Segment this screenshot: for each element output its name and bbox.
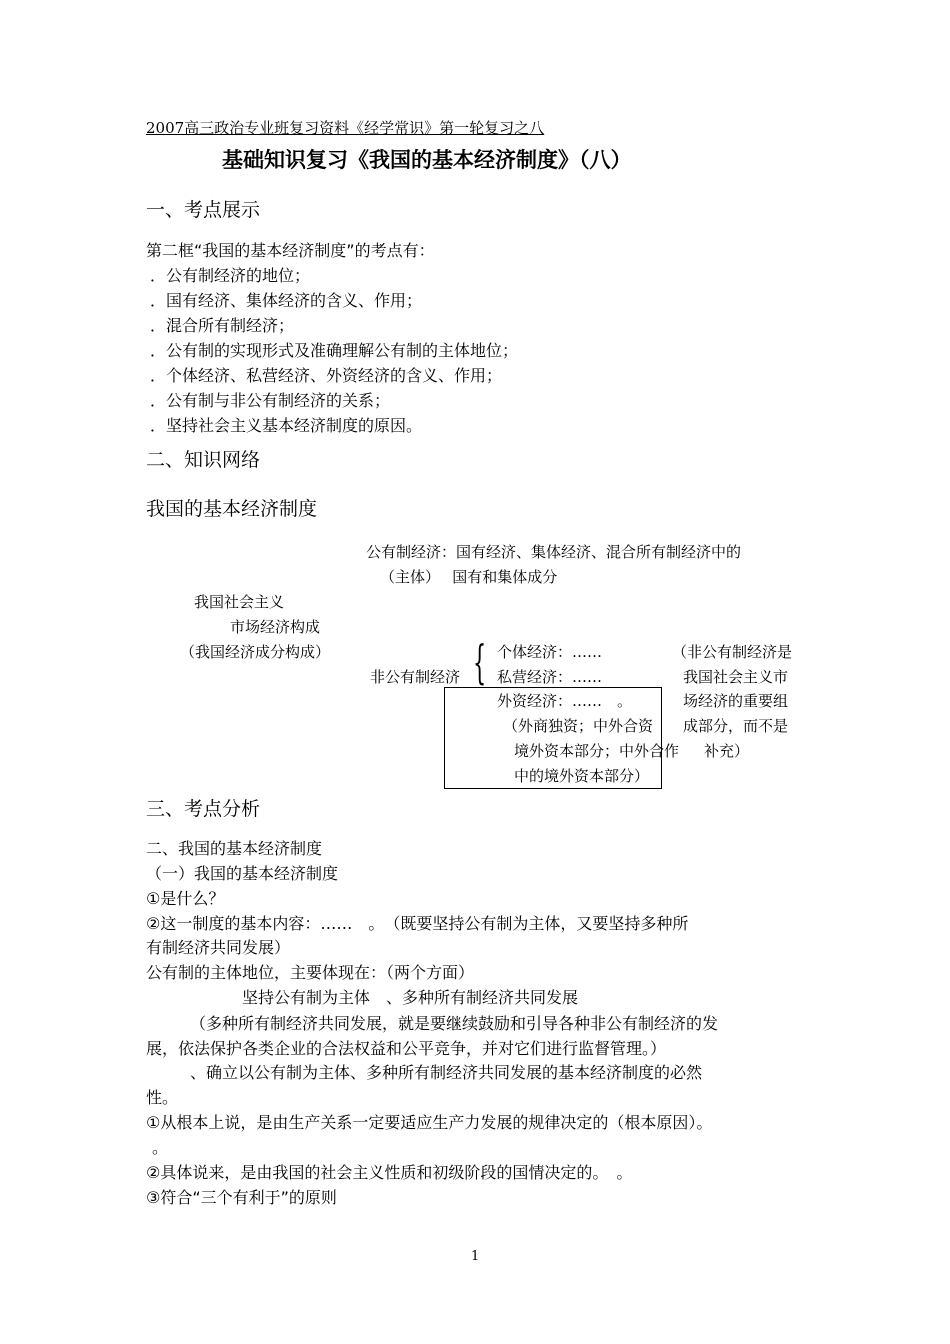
analysis-line: 坚持公有制为主体 、多种所有制经济共同发展 xyxy=(242,988,579,1007)
page-number: 1 xyxy=(471,1249,480,1264)
section2-subheading: 我国的基本经济制度 xyxy=(146,498,318,520)
foreign-capital-detail-line1: （外商独资；中外合资 xyxy=(503,717,654,735)
analysis-line: 公有制的主体地位，主要体现在：（两个方面） xyxy=(146,963,475,982)
exam-point-item: ．公有制与非公有制经济的关系； xyxy=(150,391,391,410)
analysis-line: ②这一制度的基本内容：…… 。 （既要坚持公有制为主体，又要坚持多种所 xyxy=(146,914,689,933)
section3-heading: 三、考点分析 xyxy=(146,798,261,820)
section1-intro: 第二框“我国的基本经济制度”的考点有： xyxy=(146,241,435,260)
market-economy-label-line1: 我国社会主义 xyxy=(194,593,285,611)
exam-point-item: ．公有制经济的地位； xyxy=(150,266,311,285)
curly-brace: { xyxy=(473,635,487,689)
section2-heading: 二、知识网络 xyxy=(146,449,261,471)
document-title: 基础知识复习《我国的基本经济制度》（八） xyxy=(222,148,632,172)
exam-point-item: ．国有经济、集体经济的含义、作用； xyxy=(150,291,423,310)
exam-point-item: ．坚持社会主义基本经济制度的原因。 xyxy=(150,416,423,435)
market-economy-label-line3: （我国经济成分构成） xyxy=(180,643,331,661)
market-economy-label-line2: 市场经济构成 xyxy=(230,618,321,636)
analysis-line: （多种所有制经济共同发展，就是要继续鼓励和引导各种非公有制经济的发 xyxy=(190,1014,719,1033)
exam-point-item: ．混合所有制经济； xyxy=(150,316,295,335)
analysis-line: 二、我国的基本经济制度 xyxy=(146,839,323,858)
nonpublic-economy-label: 非公有制经济 xyxy=(370,668,461,686)
public-economy-line1: 公有制经济：国有经济、集体经济、混合所有制经济中的 xyxy=(366,543,742,561)
nonpublic-note-line5: 补充） xyxy=(704,742,750,760)
document-header-line: 2007高三政治专业班复习资料《经学常识》第一轮复习之八 xyxy=(146,119,545,137)
analysis-line: ②具体说来，是由我国的社会主义性质和初级阶段的国情决定的。 。 xyxy=(146,1163,633,1182)
individual-economy-item: 个体经济：…… xyxy=(497,643,603,661)
foreign-capital-detail-line3: 中的境外资本部分） xyxy=(514,767,650,785)
analysis-line: ③符合“三个有利于”的原则 xyxy=(146,1188,337,1207)
nonpublic-note-line2: 我国社会主义市 xyxy=(683,668,789,686)
nonpublic-note-line1: （非公有制经济是 xyxy=(672,643,793,661)
foreign-capital-detail-line2: 境外资本部分；中外合作 xyxy=(514,742,680,760)
public-economy-line2: （主体） 国有和集体成分 xyxy=(380,568,558,586)
analysis-line: 有制经济共同发展） xyxy=(146,938,291,957)
section1-heading: 一、考点展示 xyxy=(146,199,261,221)
foreign-economy-item: 外资经济：…… 。 xyxy=(497,692,633,710)
exam-point-item: ．个体经济、私营经济、外资经济的含义、作用； xyxy=(150,366,503,385)
analysis-line: 。 xyxy=(152,1138,169,1157)
analysis-line: ①从根本上说，是由生产关系一定要适应生产力发展的规律决定的（根本原因）。 xyxy=(146,1113,713,1132)
analysis-line: 性。 xyxy=(146,1088,179,1107)
nonpublic-note-line4: 成部分，而不是 xyxy=(683,717,789,735)
private-economy-item: 私营经济：…… xyxy=(497,668,603,686)
analysis-line: ①是什么？ xyxy=(146,889,225,908)
analysis-line: 展，依法保护各类企业的合法权益和公平竞争，并对它们进行监督管理。） xyxy=(146,1039,667,1058)
nonpublic-note-line3: 场经济的重要组 xyxy=(683,692,789,710)
analysis-line: （一）我国的基本经济制度 xyxy=(146,864,339,883)
analysis-line: 、确立以公有制为主体、多种所有制经济共同发展的基本经济制度的必然 xyxy=(190,1063,703,1082)
exam-point-item: ．公有制的实现形式及准确理解公有制的主体地位； xyxy=(150,341,519,360)
